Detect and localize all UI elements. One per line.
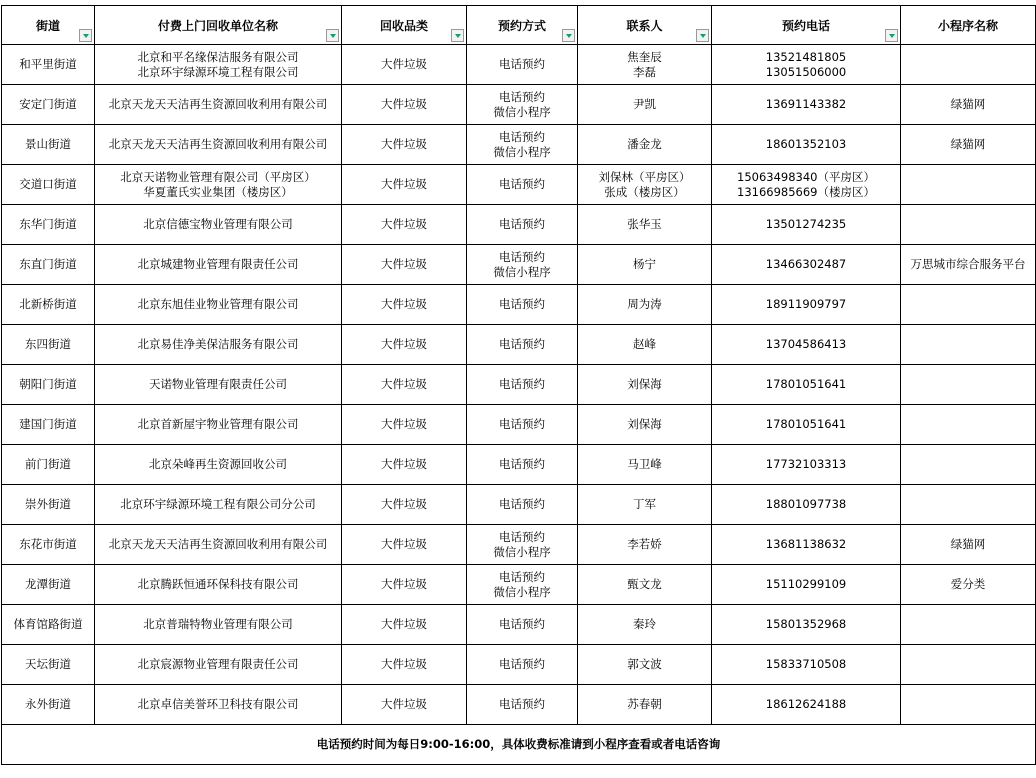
method-cell: [467, 685, 578, 725]
contact-cell-line: 赵峰: [633, 337, 656, 351]
company-cell-line: 北京环宇绿源环境工程有限公司分公司: [120, 497, 316, 511]
chevron-down-icon: [889, 34, 895, 38]
method-cell-line: 电话预约: [499, 217, 545, 231]
contact-cell: [578, 365, 712, 405]
company-cell: [95, 605, 342, 645]
contact-cell-line: 丁军: [633, 497, 656, 511]
contact-cell-line: 李磊: [633, 64, 656, 79]
method-cell: [467, 645, 578, 685]
contact-cell-line: 苏春朝: [627, 697, 662, 711]
app-cell: [901, 365, 1036, 405]
phone-cell-line: 13681138632: [765, 537, 847, 551]
contact-cell: [578, 525, 712, 565]
phone-cell: [712, 445, 901, 485]
method-cell: [467, 325, 578, 365]
contact-cell: [578, 445, 712, 485]
header-method: [467, 6, 578, 45]
street-cell: 朝阳门街道: [2, 365, 95, 405]
street-cell: 东四街道: [2, 325, 95, 365]
filter-dropdown-button[interactable]: [326, 29, 339, 42]
filter-dropdown-button[interactable]: [885, 29, 898, 42]
header-label: 联系人: [626, 18, 663, 33]
contact-cell: [578, 45, 712, 85]
phone-cell-line: 18612624188: [765, 697, 847, 711]
phone-cell: [712, 205, 901, 245]
app-cell: 绿猫网: [901, 525, 1036, 565]
contact-cell: [578, 645, 712, 685]
table-body: [2, 45, 1036, 725]
table-row: [2, 445, 1036, 485]
method-cell: [467, 205, 578, 245]
category-cell: 大件垃圾: [342, 485, 467, 525]
phone-cell-line: 17732103313: [765, 457, 847, 471]
method-cell: [467, 45, 578, 85]
contact-cell-line: 尹凯: [633, 97, 656, 111]
method-cell-line: 电话预约: [499, 57, 545, 71]
category-cell: 大件垃圾: [342, 445, 467, 485]
table-row: [2, 525, 1036, 565]
street-cell: 东华门街道: [2, 205, 95, 245]
table-row: [2, 325, 1036, 365]
street-cell: 东花市街道: [2, 525, 95, 565]
company-cell-line: 北京易佳净美保洁服务有限公司: [137, 337, 299, 351]
company-cell-line: 北京腾跃恒通环保科技有限公司: [137, 577, 299, 591]
method-cell: [467, 525, 578, 565]
street-cell: 北新桥街道: [2, 285, 95, 325]
method-cell: [467, 605, 578, 645]
header-label: 小程序名称: [937, 18, 998, 33]
method-cell-line: 电话预约: [499, 377, 545, 391]
app-cell: [901, 205, 1036, 245]
phone-cell: [712, 565, 901, 605]
company-cell: [95, 445, 342, 485]
company-cell-line: 华夏董氏实业集团（楼房区）: [143, 184, 293, 199]
header-label: 街道: [35, 18, 60, 33]
method-cell: [467, 245, 578, 285]
company-cell: [95, 245, 342, 285]
street-cell: 崇外街道: [2, 485, 95, 525]
header-label: 预约方式: [497, 18, 546, 33]
method-cell: [467, 85, 578, 125]
chevron-down-icon: [83, 34, 89, 38]
method-cell-line: 电话预约: [499, 457, 545, 471]
company-cell: [95, 565, 342, 605]
category-cell: 大件垃圾: [342, 205, 467, 245]
contact-cell-line: 张华玉: [627, 217, 662, 231]
category-cell: 大件垃圾: [342, 365, 467, 405]
contact-cell: [578, 165, 712, 205]
contact-cell-line: 马卫峰: [627, 457, 662, 471]
contact-cell: [578, 485, 712, 525]
phone-cell: [712, 245, 901, 285]
phone-cell-line: 15063498340（平房区）: [737, 169, 875, 184]
contact-cell: [578, 205, 712, 245]
contact-cell: [578, 565, 712, 605]
phone-cell-line: 17801051641: [765, 417, 847, 431]
method-cell-line: 电话预约: [499, 569, 545, 584]
company-cell: [95, 525, 342, 565]
phone-cell-line: 15833710508: [765, 657, 847, 671]
method-cell-line: 电话预约: [499, 297, 545, 311]
chevron-down-icon: [455, 34, 461, 38]
phone-cell: [712, 605, 901, 645]
method-cell-line: 微信小程序: [493, 144, 551, 159]
phone-cell: [712, 525, 901, 565]
company-cell: [95, 205, 342, 245]
category-cell: 大件垃圾: [342, 285, 467, 325]
contact-cell-line: 刘保海: [627, 417, 662, 431]
table-row: [2, 405, 1036, 445]
contact-cell: [578, 405, 712, 445]
table-row: [2, 85, 1036, 125]
contact-cell-line: 杨宁: [633, 257, 656, 271]
company-cell: [95, 325, 342, 365]
category-cell: 大件垃圾: [342, 525, 467, 565]
app-cell: [901, 605, 1036, 645]
app-cell: 爱分类: [901, 565, 1036, 605]
app-cell: [901, 165, 1036, 205]
filter-dropdown-button[interactable]: [79, 29, 92, 42]
category-cell: 大件垃圾: [342, 245, 467, 285]
contact-cell: [578, 85, 712, 125]
recycling-table: [1, 5, 1036, 765]
app-cell: [901, 45, 1036, 85]
phone-cell-line: 18801097738: [765, 497, 847, 511]
table-row: [2, 125, 1036, 165]
chevron-down-icon: [330, 34, 336, 38]
header-label: 预约电话: [781, 18, 830, 33]
contact-cell-line: 刘保林（平房区）: [598, 169, 691, 184]
method-cell-line: 微信小程序: [493, 584, 551, 599]
company-cell: [95, 285, 342, 325]
phone-cell-line: 15110299109: [765, 577, 847, 591]
phone-cell-line: 13166985669（楼房区）: [737, 184, 875, 199]
chevron-down-icon: [700, 34, 706, 38]
category-cell: 大件垃圾: [342, 45, 467, 85]
category-cell: 大件垃圾: [342, 645, 467, 685]
phone-cell-line: 13501274235: [765, 217, 847, 231]
company-cell-line: 北京宸源物业管理有限责任公司: [137, 657, 299, 671]
app-cell: 绿猫网: [901, 125, 1036, 165]
filter-dropdown-button[interactable]: [451, 29, 464, 42]
app-cell: [901, 485, 1036, 525]
contact-cell-line: 李若娇: [627, 537, 662, 551]
method-cell-line: 电话预约: [499, 129, 545, 144]
method-cell: [467, 445, 578, 485]
company-cell: [95, 45, 342, 85]
company-cell: [95, 125, 342, 165]
contact-cell-line: 甄文龙: [627, 577, 662, 591]
phone-cell: [712, 645, 901, 685]
header-company: [95, 6, 342, 45]
company-cell: [95, 365, 342, 405]
company-cell: [95, 405, 342, 445]
phone-cell: [712, 165, 901, 205]
street-cell: 和平里街道: [2, 45, 95, 85]
method-cell-line: 电话预约: [499, 617, 545, 631]
method-cell: [467, 405, 578, 445]
company-cell-line: 天诺物业管理有限责任公司: [149, 377, 287, 391]
contact-cell: [578, 685, 712, 725]
phone-cell-line: 18911909797: [765, 297, 847, 311]
app-cell: [901, 405, 1036, 445]
street-cell: 前门街道: [2, 445, 95, 485]
category-cell: 大件垃圾: [342, 605, 467, 645]
company-cell-line: 北京信德宝物业管理有限公司: [143, 217, 293, 231]
street-cell: 安定门街道: [2, 85, 95, 125]
phone-cell-line: 13704586413: [765, 337, 847, 351]
method-cell-line: 电话预约: [499, 497, 545, 511]
table-row: [2, 45, 1036, 85]
contact-cell: [578, 125, 712, 165]
method-cell-line: 微信小程序: [493, 104, 551, 119]
street-cell: 体育馆路街道: [2, 605, 95, 645]
company-cell-line: 北京和平名缘保洁服务有限公司: [137, 49, 299, 64]
phone-cell: [712, 365, 901, 405]
table-row: [2, 645, 1036, 685]
phone-cell-line: 18601352103: [765, 137, 847, 151]
table-row: [2, 285, 1036, 325]
table-row: [2, 605, 1036, 645]
method-cell: [467, 565, 578, 605]
contact-cell-line: 秦玲: [633, 617, 656, 631]
category-cell: 大件垃圾: [342, 85, 467, 125]
method-cell-line: 电话预约: [499, 337, 545, 351]
table-row: [2, 565, 1036, 605]
table-row: [2, 365, 1036, 405]
chevron-down-icon: [566, 34, 572, 38]
company-cell-line: 北京天诺物业管理有限公司（平房区）: [120, 169, 316, 184]
company-cell-line: 北京天龙天天洁再生资源回收利用有限公司: [108, 537, 328, 551]
method-cell-line: 电话预约: [499, 697, 545, 711]
phone-cell: [712, 405, 901, 445]
phone-cell-line: 13521481805: [765, 49, 847, 64]
header-phone: [712, 6, 901, 45]
method-cell: [467, 165, 578, 205]
app-cell: [901, 685, 1036, 725]
phone-cell: [712, 45, 901, 85]
app-cell: [901, 285, 1036, 325]
phone-cell-line: 17801051641: [765, 377, 847, 391]
category-cell: 大件垃圾: [342, 565, 467, 605]
footer-row: [2, 725, 1036, 765]
contact-cell-line: 郭文波: [627, 657, 662, 671]
phone-cell: [712, 485, 901, 525]
company-cell: [95, 645, 342, 685]
table-row: [2, 245, 1036, 285]
contact-cell-line: 刘保海: [627, 377, 662, 391]
street-cell: 龙潭街道: [2, 565, 95, 605]
method-cell: [467, 485, 578, 525]
table-row: [2, 205, 1036, 245]
contact-cell-line: 张成（楼房区）: [604, 184, 685, 199]
category-cell: 大件垃圾: [342, 325, 467, 365]
company-cell-line: 北京天龙天天洁再生资源回收利用有限公司: [108, 137, 328, 151]
app-cell: [901, 445, 1036, 485]
category-cell: 大件垃圾: [342, 125, 467, 165]
street-cell: 天坛街道: [2, 645, 95, 685]
method-cell-line: 电话预约: [499, 249, 545, 264]
footer-note: 电话预约时间为每日9:00-16:00，具体收费标准请到小程序查看或者电话咨询: [2, 725, 1036, 765]
header-category: [342, 6, 467, 45]
app-cell: [901, 645, 1036, 685]
phone-cell: [712, 125, 901, 165]
method-cell-line: 电话预约: [499, 529, 545, 544]
method-cell-line: 微信小程序: [493, 264, 551, 279]
street-cell: 交道口街道: [2, 165, 95, 205]
method-cell-line: 微信小程序: [493, 544, 551, 559]
filter-dropdown-button[interactable]: [696, 29, 709, 42]
contact-cell: [578, 285, 712, 325]
contact-cell-line: 周为涛: [627, 297, 662, 311]
method-cell: [467, 365, 578, 405]
method-cell-line: 电话预约: [499, 657, 545, 671]
header-label: 付费上门回收单位名称: [157, 18, 278, 33]
app-cell: [901, 325, 1036, 365]
company-cell: [95, 485, 342, 525]
table-row: [2, 485, 1036, 525]
header-app: [901, 6, 1036, 45]
company-cell-line: 北京环宇绿源环境工程有限公司: [137, 64, 299, 79]
contact-cell: [578, 605, 712, 645]
table-row: [2, 165, 1036, 205]
header-contact: [578, 6, 712, 45]
phone-cell-line: 13466302487: [765, 257, 847, 271]
company-cell-line: 北京天龙天天洁再生资源回收利用有限公司: [108, 97, 328, 111]
method-cell-line: 电话预约: [499, 417, 545, 431]
street-cell: 东直门街道: [2, 245, 95, 285]
contact-cell-line: 焦奎辰: [627, 49, 662, 64]
app-cell: 绿猫网: [901, 85, 1036, 125]
company-cell: [95, 85, 342, 125]
category-cell: 大件垃圾: [342, 405, 467, 445]
header-label: 回收品类: [379, 18, 428, 33]
company-cell-line: 北京东旭佳业物业管理有限公司: [137, 297, 299, 311]
phone-cell: [712, 285, 901, 325]
phone-cell-line: 13051506000: [765, 64, 847, 79]
phone-cell: [712, 685, 901, 725]
category-cell: 大件垃圾: [342, 685, 467, 725]
method-cell: [467, 285, 578, 325]
phone-cell-line: 15801352968: [765, 617, 847, 631]
contact-cell: [578, 325, 712, 365]
header-street: [2, 6, 95, 45]
method-cell-line: 电话预约: [499, 177, 545, 191]
method-cell: [467, 125, 578, 165]
table-row: [2, 685, 1036, 725]
street-cell: 永外街道: [2, 685, 95, 725]
company-cell-line: 北京普瑞特物业管理有限公司: [143, 617, 293, 631]
app-cell: 万思城市综合服务平台: [901, 245, 1036, 285]
method-cell-line: 电话预约: [499, 89, 545, 104]
street-cell: 建国门街道: [2, 405, 95, 445]
contact-cell-line: 潘金龙: [627, 137, 662, 151]
category-cell: 大件垃圾: [342, 165, 467, 205]
street-cell: 景山街道: [2, 125, 95, 165]
header-row: [2, 6, 1036, 45]
phone-cell: [712, 325, 901, 365]
company-cell-line: 北京首新屋宇物业管理有限公司: [137, 417, 299, 431]
company-cell: [95, 685, 342, 725]
company-cell-line: 北京朵峰再生资源回收公司: [149, 457, 287, 471]
phone-cell: [712, 85, 901, 125]
filter-dropdown-button[interactable]: [562, 29, 575, 42]
company-cell-line: 北京卓信美誉环卫科技有限公司: [137, 697, 299, 711]
contact-cell: [578, 245, 712, 285]
company-cell: [95, 165, 342, 205]
phone-cell-line: 13691143382: [765, 97, 847, 111]
company-cell-line: 北京城建物业管理有限责任公司: [137, 257, 299, 271]
